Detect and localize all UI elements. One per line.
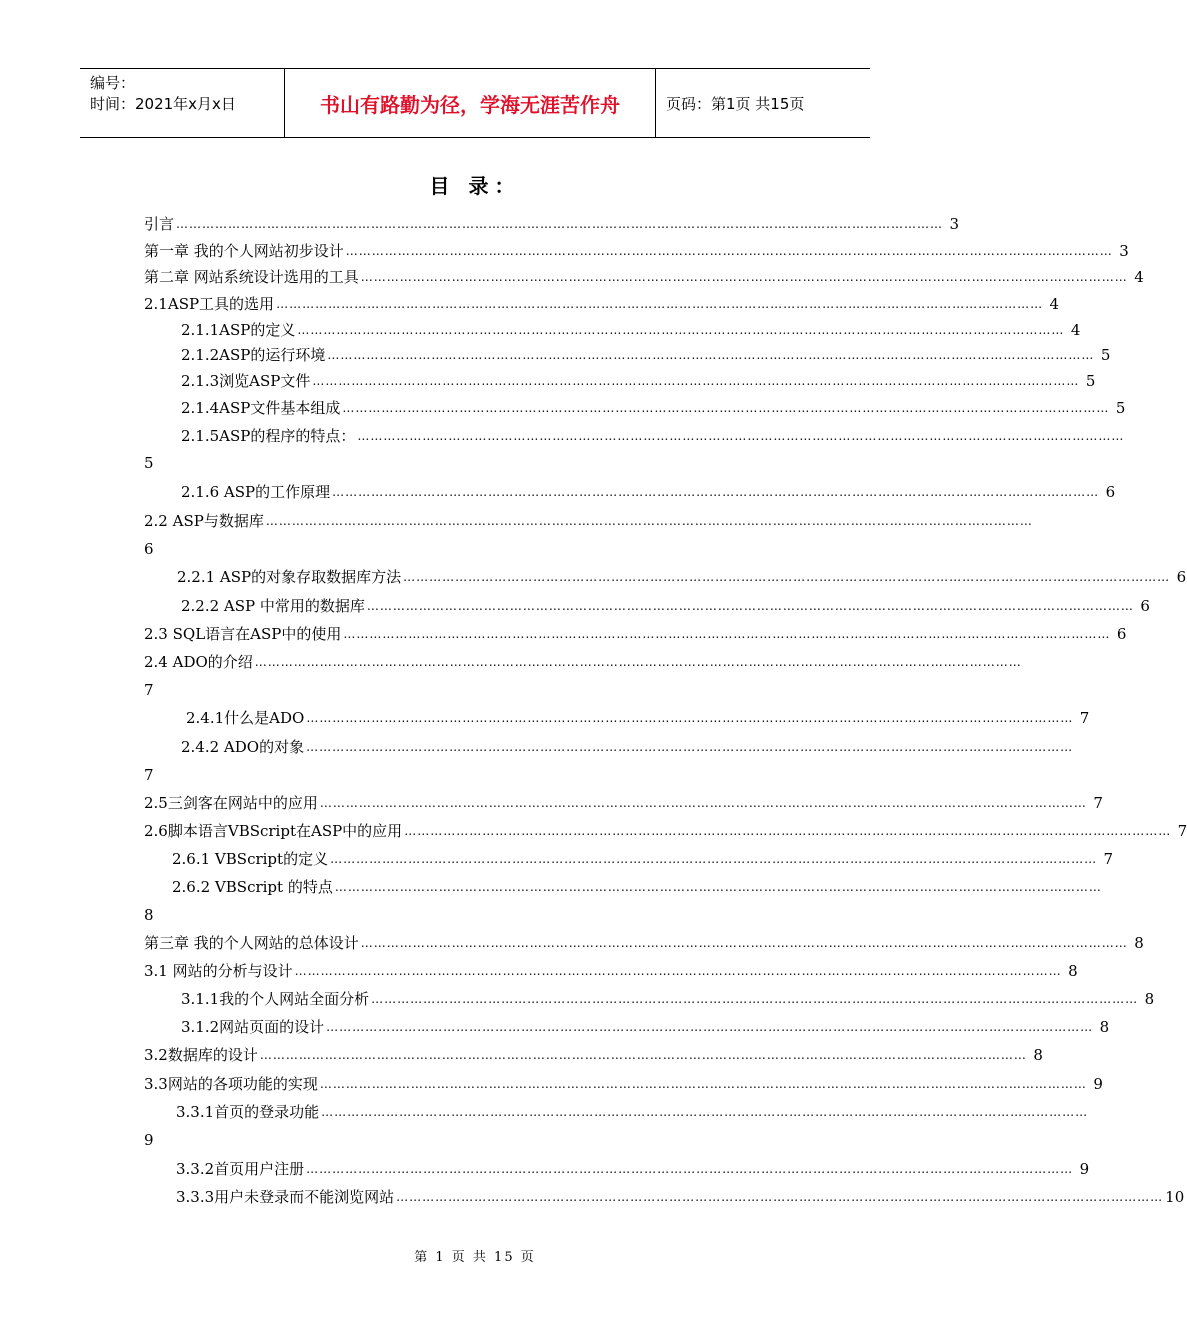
toc-entry xyxy=(144,959,1078,981)
toc-entry-page: 4 xyxy=(1070,321,1081,339)
toc-leader-dots: …………………………………………………………………………………………………………………………………………………………… xyxy=(345,244,1113,258)
toc-leader-dots: …………………………………………………………………………………………………………………………………………………………… xyxy=(259,1048,1027,1062)
toc-leader-dots: …………………………………………………………………………………………………………………………………………………………… xyxy=(321,1105,1089,1119)
toc-title: 目 录： xyxy=(429,174,521,198)
toc-leader-dots: …………………………………………………………………………………………………………………………………………………………… xyxy=(276,297,1044,311)
toc-entry-page: 8 xyxy=(1144,990,1155,1008)
toc-entry xyxy=(144,509,1033,531)
toc-entry xyxy=(144,239,1129,261)
toc-entry xyxy=(176,1100,1089,1122)
toc-entry-title: 2.1.4ASP文件基本组成 xyxy=(181,399,341,417)
toc-entry-page: 9 xyxy=(1093,1075,1103,1093)
serial-label: 编号： xyxy=(90,74,136,92)
toc-entry-page: 3 xyxy=(1119,242,1129,260)
toc-leader-dots: …………………………………………………………………………………………………………………………………………………………… xyxy=(327,348,1095,362)
toc-entry xyxy=(144,819,1187,841)
toc-entry xyxy=(176,1185,1185,1207)
header-motto: 书山有路勤为径，学海无涯苦作舟 xyxy=(284,69,656,137)
header-page-info: 页码：第1页 共15页 xyxy=(666,94,805,113)
toc-leader-dots: …………………………………………………………………………………………………………………………………………………………… xyxy=(319,796,1087,810)
toc-entry-page: 9 xyxy=(144,1131,154,1149)
toc-entry-title: 3.1.2网站页面的设计 xyxy=(181,1018,325,1036)
header-meta xyxy=(90,73,236,115)
toc-entry-title: 第一章 我的个人网站初步设计 xyxy=(144,242,344,260)
toc-leader-dots: …………………………………………………………………………………………………………………………………………………………… xyxy=(342,401,1110,415)
toc-entry-title: 2.1.2ASP的运行环境 xyxy=(181,346,326,364)
toc-leader-dots: …………………………………………………………………………………………………………………………………………………………… xyxy=(366,599,1134,613)
toc-entry-title: 2.2 ASP与数据库 xyxy=(144,512,264,530)
toc-entry xyxy=(181,343,1111,365)
toc-entry-page: 3 xyxy=(949,215,960,233)
toc-entry xyxy=(144,1072,1103,1094)
toc-entry-title: 2.4.2 ADO的对象 xyxy=(181,738,305,756)
toc-entry-page: 7 xyxy=(1177,822,1187,840)
toc-leader-dots: …………………………………………………………………………………………………………………………………………………………… xyxy=(306,740,1074,754)
toc-entry-page: 6 xyxy=(1105,483,1116,501)
toc-leader-dots: …………………………………………………………………………………………………………………………………………………………… xyxy=(371,992,1139,1006)
toc-entry-title: 3.1 网站的分析与设计 xyxy=(144,962,293,980)
toc-entry xyxy=(181,594,1150,616)
toc-entry-title: 2.1.1ASP的定义 xyxy=(181,321,296,339)
toc-entry-page: 5 xyxy=(1085,372,1096,390)
toc-leader-dots: …………………………………………………………………………………………………………………………………………………………… xyxy=(176,217,944,231)
toc-entry-page: 8 xyxy=(1099,1018,1110,1036)
toc-leader-dots: …………………………………………………………………………………………………………………………………………………………… xyxy=(360,936,1128,950)
toc-entry-page: 8 xyxy=(1033,1046,1043,1064)
toc-entry-title: 3.2数据库的设计 xyxy=(144,1046,258,1064)
toc-entry-page: 5 xyxy=(1115,399,1126,417)
toc-entry xyxy=(181,369,1096,391)
toc-entry xyxy=(181,424,1125,446)
toc-entry-title: 2.1ASP工具的选用 xyxy=(144,295,275,313)
toc-entry xyxy=(144,1043,1043,1065)
toc-entry-title: 2.6.1 VBScript的定义 xyxy=(172,850,329,868)
toc-entry-page: 7 xyxy=(1093,794,1103,812)
toc-leader-dots: …………………………………………………………………………………………………………………………………………………………… xyxy=(312,374,1080,388)
toc-entry-page: 4 xyxy=(1134,268,1144,286)
toc-entry xyxy=(181,735,1074,757)
toc-entry-title: 第二章 网站系统设计选用的工具 xyxy=(144,268,359,286)
toc-entry-title: 2.1.3浏览ASP文件 xyxy=(181,372,311,390)
toc-entry-page: 7 xyxy=(144,681,154,699)
toc-entry-title: 2.4 ADO的介绍 xyxy=(144,653,253,671)
toc-entry-title: 2.5三剑客在网站中的应用 xyxy=(144,794,318,812)
toc-entry-page: 8 xyxy=(1134,934,1144,952)
toc-entry-page: 5 xyxy=(144,454,154,472)
toc-entry xyxy=(144,212,960,234)
toc-entry-title: 2.1.6 ASP的工作原理 xyxy=(181,483,331,501)
toc-leader-dots: …………………………………………………………………………………………………………………………………………………………… xyxy=(306,1162,1074,1176)
toc-entry xyxy=(144,622,1127,644)
toc-leader-dots: …………………………………………………………………………………………………………………………………………………………… xyxy=(360,270,1128,284)
toc-entry-page: 6 xyxy=(1140,597,1150,615)
toc-leader-dots: …………………………………………………………………………………………………………………………………………………………… xyxy=(265,514,1033,528)
toc-leader-dots: …………………………………………………………………………………………………………………………………………………………… xyxy=(404,824,1172,838)
toc-entry xyxy=(176,1157,1090,1179)
toc-entry xyxy=(181,396,1126,418)
toc-entry xyxy=(144,791,1103,813)
toc-leader-dots: …………………………………………………………………………………………………………………………………………………………… xyxy=(357,429,1125,443)
toc-entry xyxy=(181,987,1155,1009)
toc-leader-dots: …………………………………………………………………………………………………………………………………………………………… xyxy=(403,570,1171,584)
toc-entry-title: 3.3.3用户未登录而不能浏览网站 xyxy=(176,1188,395,1206)
toc-leader-dots: …………………………………………………………………………………………………………………………………………………………… xyxy=(334,880,1102,894)
toc-entry-page: 6 xyxy=(144,540,154,558)
toc-entry-page: 7 xyxy=(1103,850,1114,868)
toc-entry-title: 3.1.1我的个人网站全面分析 xyxy=(181,990,370,1008)
toc-entry-title: 3.3.2首页用户注册 xyxy=(176,1160,305,1178)
toc-entry-title: 3.3网站的各项功能的实现 xyxy=(144,1075,318,1093)
toc-entry-title: 2.3 SQL语言在ASP中的使用 xyxy=(144,625,342,643)
toc-entry-page: 9 xyxy=(1079,1160,1090,1178)
toc-leader-dots: …………………………………………………………………………………………………………………………………………………………… xyxy=(319,1077,1087,1091)
toc-entry xyxy=(181,1015,1110,1037)
toc-entry-page: 4 xyxy=(1049,295,1060,313)
toc-entry-title: 2.4.1什么是ADO xyxy=(186,709,305,727)
toc-entry-title: 引言 xyxy=(144,215,175,233)
toc-entry-page: 5 xyxy=(1100,346,1111,364)
toc-entry-title: 2.6.2 VBScript 的特点 xyxy=(172,878,333,896)
toc-entry-page: 8 xyxy=(144,906,154,924)
toc-entry-page: 7 xyxy=(1079,709,1090,727)
toc-leader-dots: …………………………………………………………………………………………………………………………………………………………… xyxy=(326,1020,1094,1034)
toc-entry-page: 10 xyxy=(1165,1188,1185,1206)
toc-entry-title: 2.2.1 ASP的对象存取数据库方法 xyxy=(177,568,402,586)
toc-entry xyxy=(172,875,1102,897)
toc-entry-page: 8 xyxy=(1068,962,1078,980)
toc-entry-title: 2.6脚本语言VBScript在ASP中的应用 xyxy=(144,822,403,840)
toc-entry xyxy=(177,565,1187,587)
toc-leader-dots: …………………………………………………………………………………………………………………………………………………………… xyxy=(332,485,1100,499)
toc-entry-title: 2.1.5ASP的程序的特点： xyxy=(181,427,356,445)
toc-entry xyxy=(144,292,1060,314)
toc-entry-title: 2.2.2 ASP 中常用的数据库 xyxy=(181,597,365,615)
toc-entry xyxy=(144,650,1022,672)
toc-entry-page: 6 xyxy=(1116,625,1127,643)
page-footer: 第 1 页 共 15 页 xyxy=(414,1250,536,1265)
toc-leader-dots: …………………………………………………………………………………………………………………………………………………………… xyxy=(306,711,1074,725)
toc-entry-title: 第三章 我的个人网站的总体设计 xyxy=(144,934,359,952)
toc-leader-dots: …………………………………………………………………………………………………………………………………………………………… xyxy=(297,323,1065,337)
toc-entry xyxy=(181,480,1116,502)
toc-entry xyxy=(144,931,1144,953)
toc-entry-title: 3.3.1首页的登录功能 xyxy=(176,1103,320,1121)
toc-entry xyxy=(186,706,1090,728)
toc-leader-dots: …………………………………………………………………………………………………………………………………………………………… xyxy=(330,852,1098,866)
toc-entry-page: 6 xyxy=(1176,568,1187,586)
toc-leader-dots: …………………………………………………………………………………………………………………………………………………………… xyxy=(343,627,1111,641)
toc-entry-page: 7 xyxy=(144,766,154,784)
toc-leader-dots: …………………………………………………………………………………………………………………………………………………………… xyxy=(396,1190,1164,1204)
toc-leader-dots: …………………………………………………………………………………………………………………………………………………………… xyxy=(294,964,1062,978)
toc-entry xyxy=(181,318,1081,340)
toc-leader-dots: …………………………………………………………………………………………………………………………………………………………… xyxy=(254,655,1022,669)
date-label: 时间：2021年x月x日 xyxy=(90,95,236,113)
toc-entry xyxy=(172,847,1114,869)
toc-entry xyxy=(144,265,1144,287)
page-header xyxy=(80,68,870,138)
